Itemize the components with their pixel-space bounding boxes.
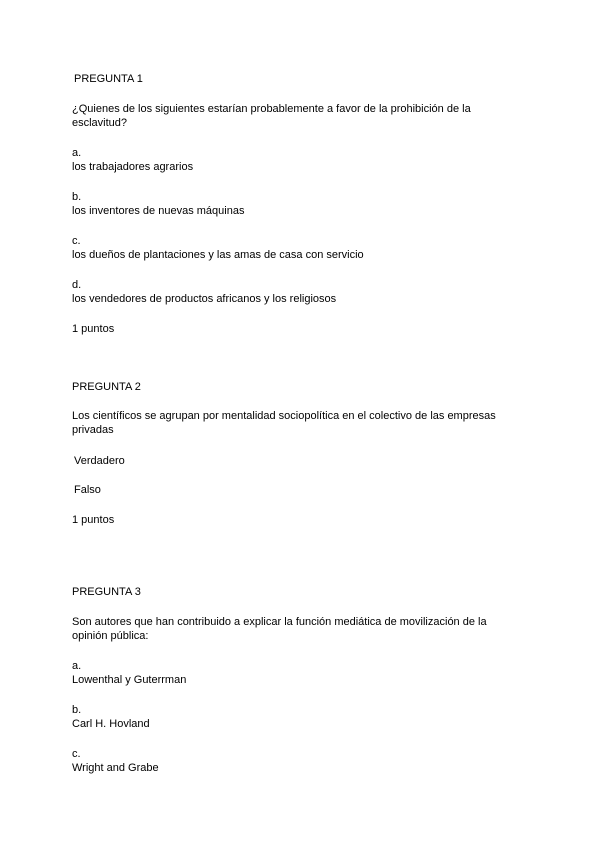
question-1-option-a-letter: a. [72, 147, 82, 159]
question-1-option-c-text: los dueños de plantaciones y las amas de casa con servicio [72, 249, 364, 261]
question-3-option-a-text: Lowenthal y Guterrman [72, 674, 187, 686]
question-1-option-d-letter: d. [72, 279, 82, 291]
question-3-option-a-letter: a. [72, 660, 82, 672]
question-2-heading: PREGUNTA 2 [72, 381, 141, 393]
question-2-option-true: Verdadero [74, 455, 125, 467]
question-1-option-b-text: los inventores de nuevas máquinas [72, 205, 245, 217]
question-3-text: Son autores que han contribuido a explicar la función mediática de movilización de la opinión pública: [72, 616, 487, 642]
question-3-option-c-text: Wright and Grabe [72, 762, 159, 774]
question-3-option-b-letter: b. [72, 704, 82, 716]
question-2-option-false: Falso [74, 484, 101, 496]
question-2-text: Los científicos se agrupan por mentalidad sociopolítica en el colectivo de las empresas privadas [72, 410, 496, 436]
question-1-option-a-text: los trabajadores agrarios [72, 161, 194, 173]
question-1-option-d-text: los vendedores de productos africanos y los religiosos [72, 293, 337, 305]
question-3-heading: PREGUNTA 3 [72, 586, 141, 598]
question-2-points: 1 puntos [72, 514, 115, 526]
question-1-heading: PREGUNTA 1 [74, 73, 143, 85]
question-1-points: 1 puntos [72, 323, 115, 335]
question-3-option-b-text: Carl H. Hovland [72, 718, 150, 730]
question-1-text: ¿Quienes de los siguientes estarían probablemente a favor de la prohibición de la esclavitud? [72, 103, 471, 129]
question-1-option-c-letter: c. [72, 235, 81, 247]
question-3-option-c-letter: c. [72, 748, 81, 760]
question-1-option-b-letter: b. [72, 191, 82, 203]
